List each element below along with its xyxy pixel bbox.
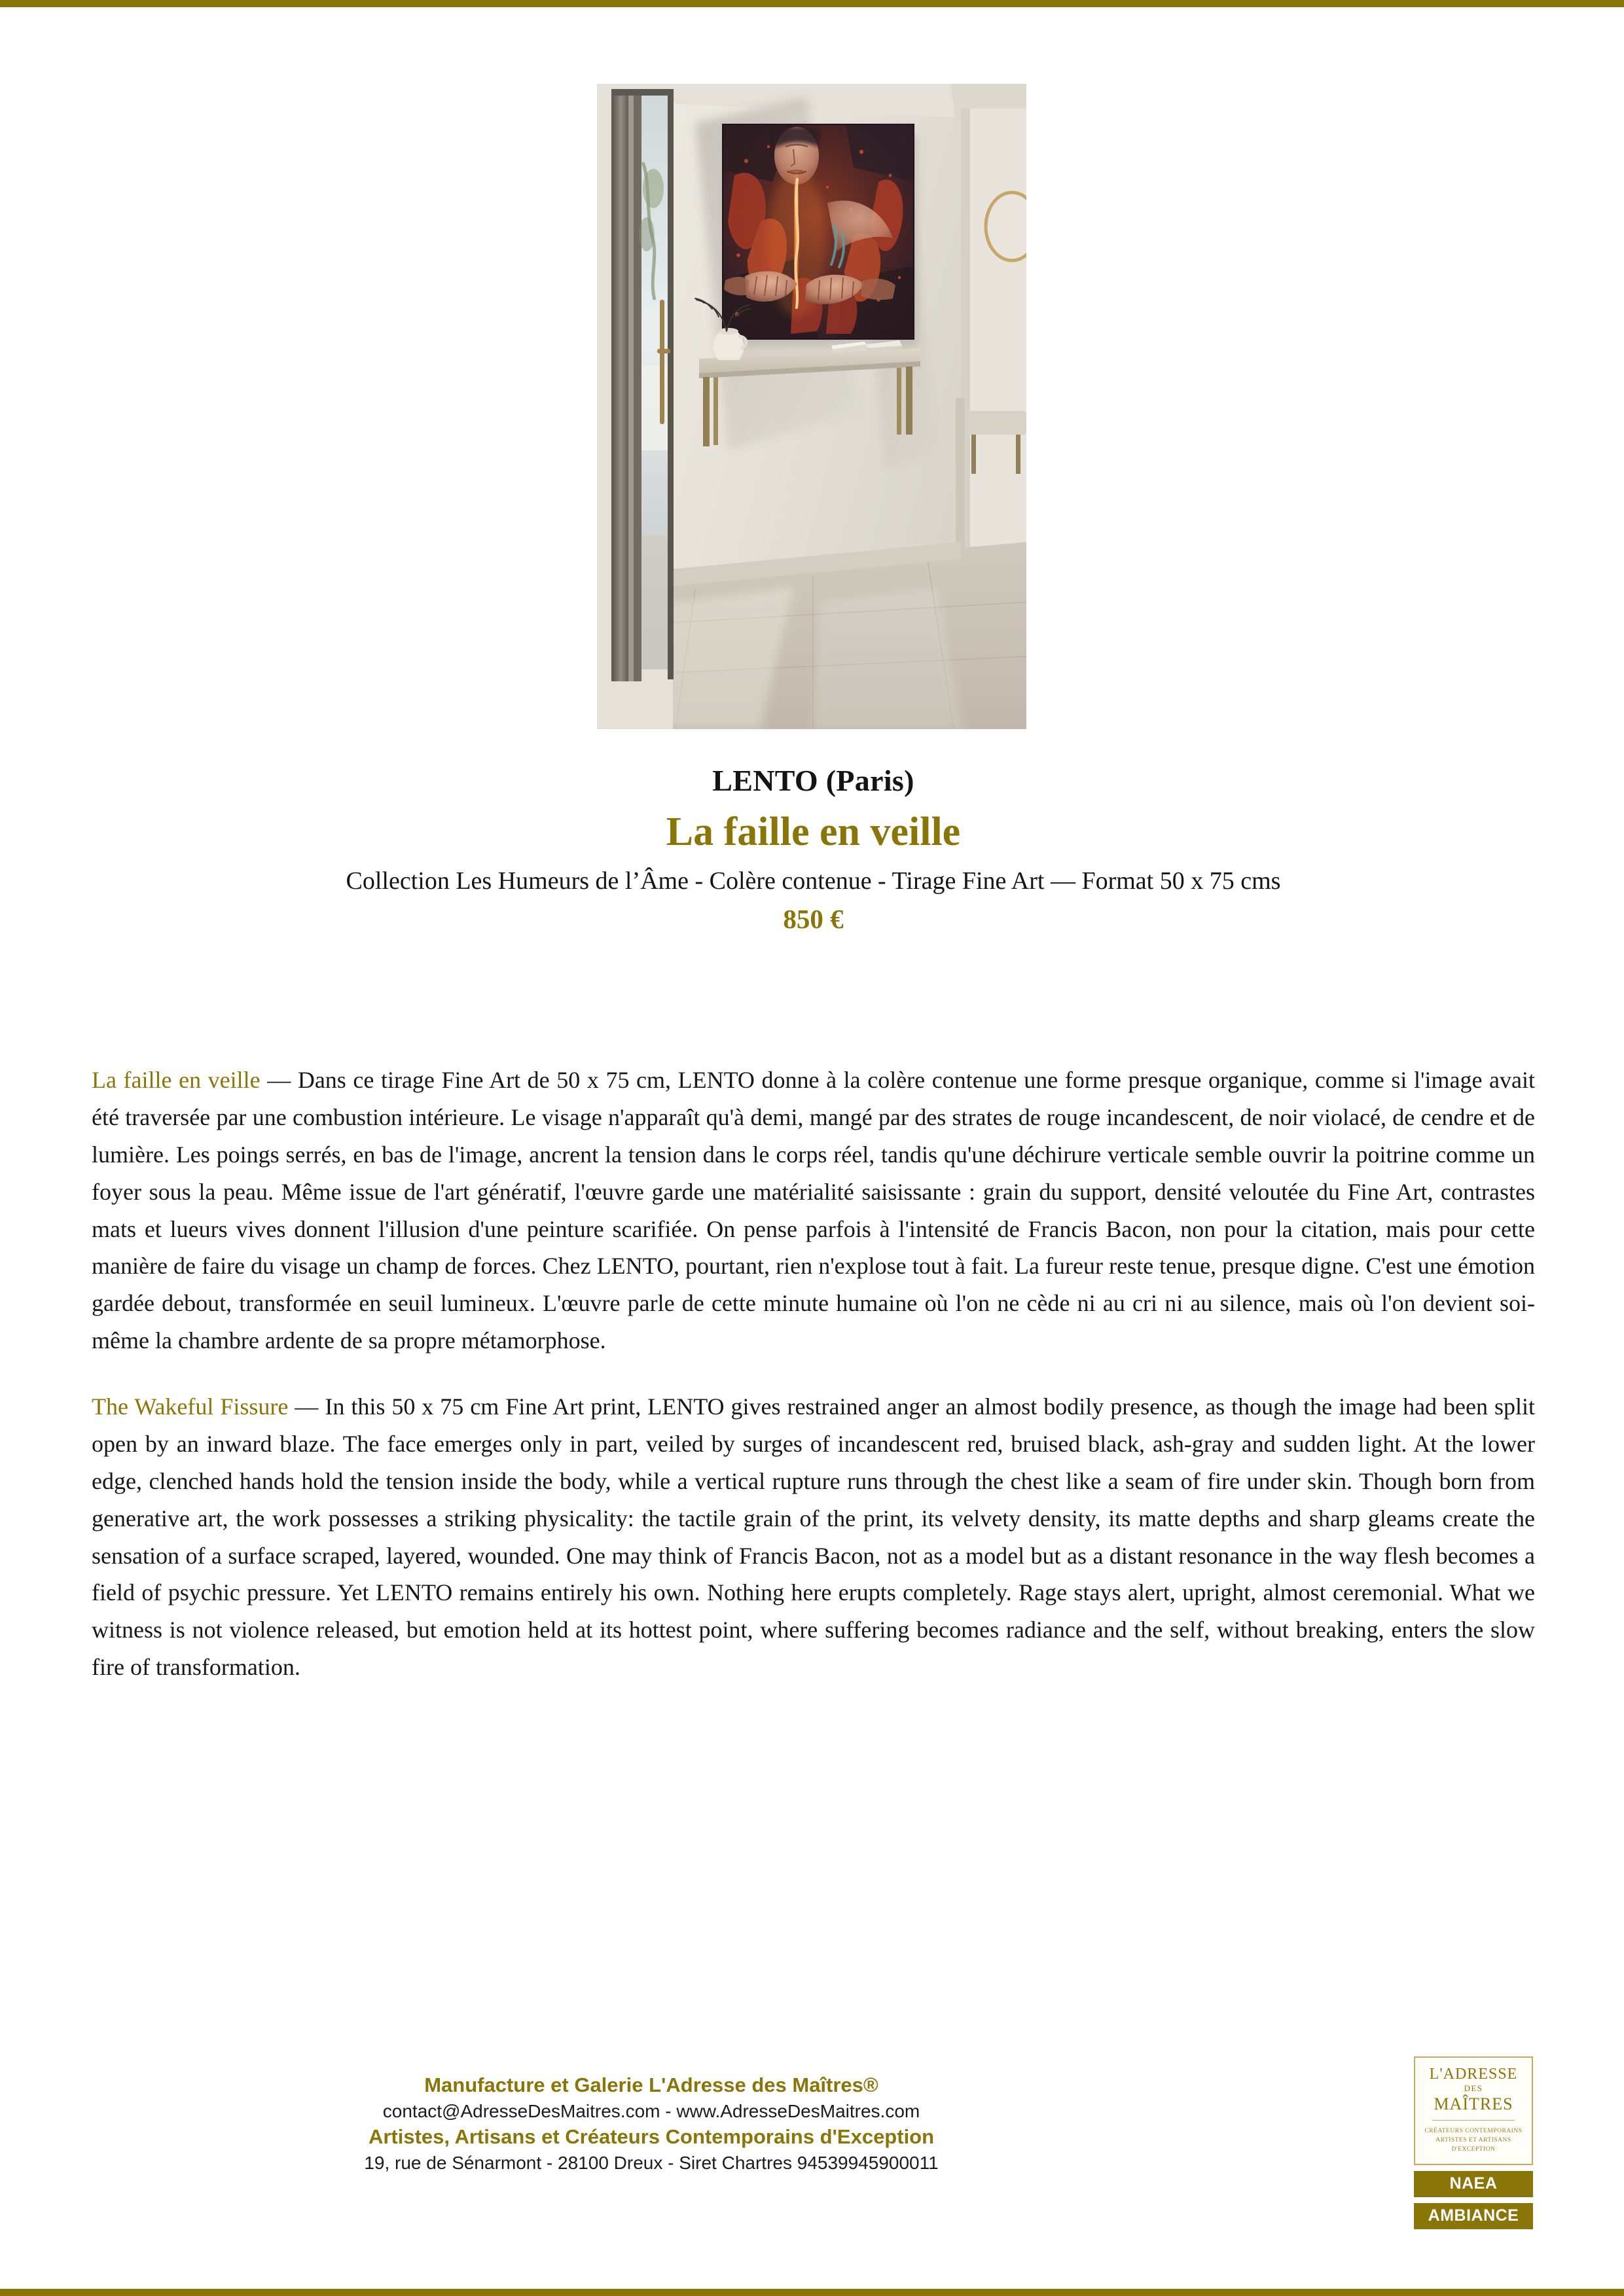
footer-company: Manufacture et Galerie L'Adresse des Maîtres® [424, 2073, 878, 2096]
paragraph-en-text: In this 50 x 75 cm Fine Art print, LENTO gives restrained anger an almost bodily presence, as though the image had been split open by an inward blaze. The face emerges only in part, veiled by surges of incandescent red, bruised black, ash-gray and sudden light. At the lower edge, clenched hands hold the tension inside the body, while a vertical rupture runs through the chest like a seam of fire under skin. Though born from generative art, the work possesses a striking physicality: the tactile grain of the print, its velvety density, its matte depths and sharp gleams create the sensation of a surface scraped, layered, wounded. One may think of Francis Bacon, not as a model but as a distant resonance in the way flesh becomes a field of psychic pressure. Yet LENTO remains entirely his own. Nothing here erupts completely. Rage stays alert, upright, almost ceremonial. What we witness is not violence released, but emotion held at its hottest point, where suffering becomes radiance and the self, without breaking, enters the slow fire of transformation. [92, 1393, 1536, 1681]
paragraph-en-dash: — [288, 1393, 325, 1420]
footer-address: 19, rue de Sénarmont - 28100 Dreux - Siret Chartres 94539945900011 [364, 2152, 939, 2173]
footer [0, 2072, 1303, 2175]
paragraph-fr [92, 1062, 1535, 1359]
badge-ambiance: AMBIANCE [1414, 2203, 1533, 2229]
paragraph-fr-text: Dans ce tirage Fine Art de 50 x 75 cm, LENTO donne à la colère contenue une forme presque organique, comme si l'image avait été traversée par une combustion intérieure. Le visage n'apparaît qu'à demi, mangé par des strates de rouge incandescent, de noir violacé, de cendre et de lumière. Les poings serrés, en bas de l'image, ancrent la tension dans le corps réel, tandis qu'une déchirure verticale semble ouvrir la poitrine comme un foyer sous la peau. Même issue de l'art génératif, l'œuvre garde une matérialité saisissante : grain du support, densité veloutée du Fine Art, contrastes mats et lueurs vives donnent l'illusion d'une peinture scarifiée. On pense parfois à l'intensité de Francis Bacon, non pour la citation, mais pour cette manière de faire du visage un champ de forces. Chez LENTO, pourtant, rien n'explose tout à fait. La fureur reste tenue, presque digne. C'est une émotion gardée debout, transformée en seuil lumineux. L'œuvre parle de cette minute humaine où l'on ne cède ni au cri ni au silence, mais où l'on devient soi-même la chambre ardente de sa propre métamorphose. [92, 1067, 1535, 1354]
description-block [92, 1062, 1535, 1686]
paragraph-en-lead: The Wakeful Fissure [92, 1393, 289, 1420]
footer-tagline: Artistes, Artisans et Créateurs Contemporains d'Exception [368, 2125, 935, 2149]
artwork-photo [597, 84, 1026, 729]
logo-sub-2: ARTISTES ET ARTISANS [1435, 2137, 1511, 2144]
paragraph-fr-dash: — [260, 1067, 298, 1093]
logo-card [1414, 2056, 1533, 2165]
title-block [92, 764, 1535, 935]
logo-line-adresse: L'ADRESSE [1429, 2066, 1518, 2083]
brand-logo-block [1414, 2056, 1533, 2229]
logo-line-des: DES [1464, 2083, 1483, 2093]
bottom-gold-rule [0, 2289, 1624, 2296]
artist-name: LENTO (Paris) [712, 764, 914, 797]
logo-sub-3: D'EXCEPTION [1451, 2146, 1496, 2153]
logo-divider [1432, 2120, 1515, 2121]
paragraph-fr-lead: La faille en veille [92, 1067, 261, 1093]
price: 850 € [783, 904, 844, 935]
page-title: La faille en veille [666, 809, 961, 854]
footer-contact[interactable]: contact@AdresseDesMaitres.com - www.AdresseDesMaitres.com [382, 2100, 920, 2121]
work-subtitle: Collection Les Humeurs de l’Âme - Colère contenue - Tirage Fine Art — Format 50 x 75 cms [346, 867, 1281, 895]
top-gold-rule [0, 0, 1624, 7]
logo-sub-1: CRÉATEURS CONTEMPORAINS [1424, 2127, 1523, 2134]
logo-line-maitres: MAÎTRES [1434, 2094, 1513, 2113]
badge-naea: NAEA [1414, 2171, 1533, 2197]
paragraph-en [92, 1388, 1535, 1686]
artwork-photo-illustration [597, 84, 1026, 729]
